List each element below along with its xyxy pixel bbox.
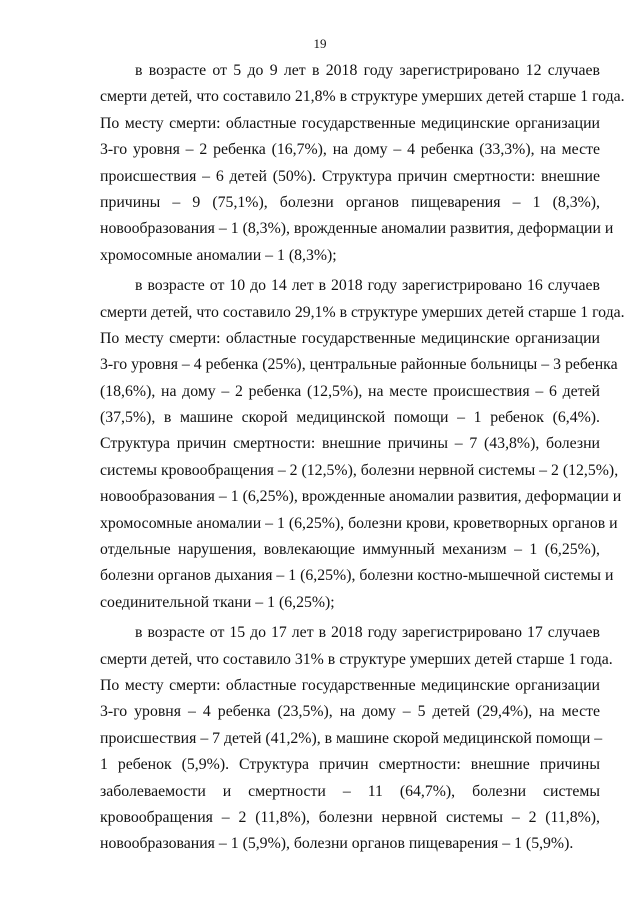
- text-line: По месту смерти: областные государственные медицинские организации: [100, 676, 600, 694]
- text-line: происшествия – 6 детей (50%). Структура причин смертности: внешние: [100, 167, 600, 185]
- text-line: Структура причин смертности: внешние причины – 7 (43,8%), болезни: [100, 435, 600, 453]
- text-line: причины – 9 (75,1%), болезни органов пищеварения – 1 (8,3%),: [100, 193, 600, 211]
- text-line: происшествия – 7 детей (41,2%), в машине скорой медицинской помощи –: [100, 729, 603, 747]
- text-line: в возрасте от 5 до 9 лет в 2018 году зарегистрировано 12 случаев: [135, 62, 600, 79]
- text-line: болезни органов дыхания – 1 (6,25%), болезни костно-мышечной системы и: [100, 567, 614, 585]
- text-line: в возрасте от 15 до 17 лет в 2018 году зарегистрировано 17 случаев: [135, 624, 600, 642]
- text-line: новообразования – 1 (6,25%), врожденные аномалии развития, деформации и: [100, 488, 622, 506]
- text-line: новообразования – 1 (5,9%), болезни органов пищеварения – 1 (5,9%).: [100, 835, 574, 853]
- text-line: заболеваемости и смертности – 11 (64,7%), болезни системы: [100, 782, 600, 800]
- paragraph-age-10-14: [100, 273, 625, 616]
- text-line: (37,5%), в машине скорой медицинской помощи – 1 ребенок (6,4%).: [100, 409, 600, 427]
- text-line: в возрасте от 10 до 14 лет в 2018 году зарегистрировано 16 случаев: [135, 277, 600, 295]
- text-line: По месту смерти: областные государственные медицинские организации: [100, 329, 600, 347]
- text-line: хромосомные аномалии – 1 (6,25%), болезни крови, кроветворных органов и: [100, 514, 618, 532]
- text-line: соединительной ткани – 1 (6,25%);: [100, 593, 335, 611]
- text-line: (18,6%), на дому – 2 ребенка (12,5%), на месте происшествия – 6 детей: [100, 382, 600, 400]
- paragraph-age-15-17: [100, 620, 613, 858]
- text-line: 3-го уровня – 4 ребенка (25%), центральные районные больницы – 3 ребенка: [100, 356, 618, 374]
- text-line: отдельные нарушения, вовлекающие иммунный механизм – 1 (6,25%),: [100, 541, 600, 559]
- body-text: [100, 52, 625, 858]
- text-line: хромосомные аномалии – 1 (8,3%);: [100, 246, 337, 264]
- text-line: 3-го уровня – 2 ребенка (16,7%), на дому – 4 ребенка (33,3%), на месте: [100, 141, 600, 159]
- text-line: кровообращения – 2 (11,8%), болезни нервной системы – 2 (11,8%),: [100, 808, 600, 826]
- text-line: 1 ребенок (5,9%). Структура причин смертности: внешние причины: [100, 756, 600, 774]
- text-line: смерти детей, что составило 21,8% в структуре умерших детей старше 1 года.: [100, 88, 625, 106]
- paragraph-age-5-9: [100, 58, 625, 269]
- text-line: новообразования – 1 (8,3%), врожденные аномалии развития, деформации и: [100, 220, 614, 238]
- text-line: 3-го уровня – 4 ребенка (23,5%), на дому – 5 детей (29,4%), на месте: [100, 703, 600, 721]
- text-line: смерти детей, что составило 31% в структуре умерших детей старше 1 года.: [100, 650, 613, 668]
- text-line: системы кровообращения – 2 (12,5%), болезни нервной системы – 2 (12,5%),: [100, 461, 619, 479]
- page-number: 19: [313, 36, 327, 51]
- text-line: смерти детей, что составило 29,1% в структуре умерших детей старше 1 года.: [100, 303, 625, 321]
- text-line: По месту смерти: областные государственные медицинские организации: [100, 114, 600, 132]
